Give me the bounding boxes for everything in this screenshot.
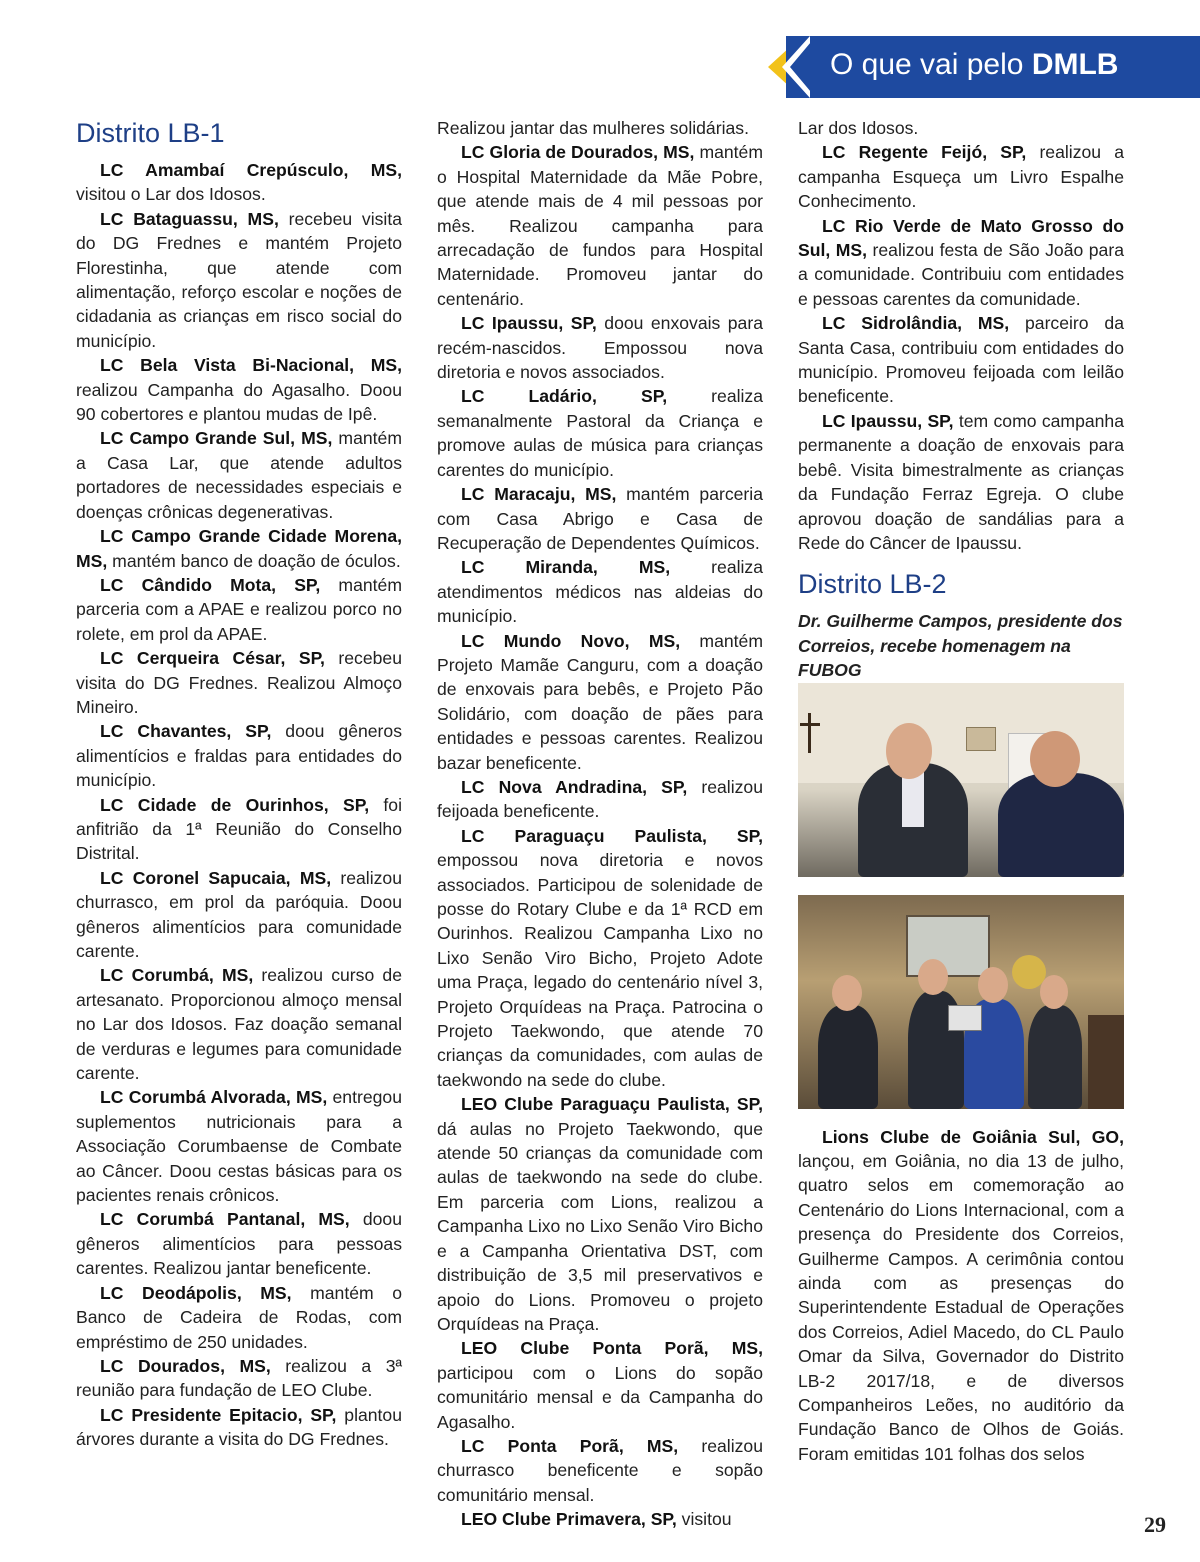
club-name: LC Bela Vista Bi-Nacional, MS,	[100, 355, 402, 376]
section-banner	[768, 36, 1200, 98]
club-entry	[76, 719, 402, 792]
club-activity: mantém parceria com Casa Abrigo e Casa de Recuperação de Dependentes Químicos.	[437, 484, 763, 553]
club-entry	[76, 1085, 402, 1207]
club-name: LC Deodápolis, MS,	[100, 1282, 292, 1303]
club-activity: empossou nova diretoria e novos associados. Participou de solenidade de posse do Rotary Clube e da 1ª RCD em Ourinhos. Realizou Campanha Lixo no Lixo Senão Viro Bicho, Projeto Adote uma Praça, legado do centenário nível 3, Projeto Orquídeas na Praça. Patrocina o Projeto Taekwondo, que atende 70 crianças da comunidades, com aulas de taekwondo na sede do clube.	[437, 850, 763, 1090]
club-activity: realizou Campanha do Agasalho. Doou 90 cobertores e plantou mudas de Ipê.	[76, 379, 402, 425]
club-entry	[76, 1207, 402, 1280]
club-entry	[437, 629, 763, 775]
club-activity: visitou o Lar dos Idosos.	[76, 184, 266, 205]
club-name: LC Cidade de Ourinhos, SP,	[100, 794, 370, 815]
club-activity: parceiro da Santa Casa, contribuiu com entidades do município. Promoveu feijoada com leilão beneficente.	[798, 313, 1124, 407]
club-name: LC Campo Grande Cidade Morena, MS,	[76, 526, 402, 571]
district-title-2: Distrito LB-2	[798, 569, 947, 600]
club-entry	[76, 353, 402, 426]
club-entry	[76, 524, 402, 573]
club-entry	[437, 140, 763, 311]
club-entry	[437, 824, 763, 1092]
club-name: LC Cerqueira César, SP,	[100, 648, 325, 669]
club-entry	[437, 1336, 763, 1434]
club-entry	[76, 158, 402, 207]
club-entry	[437, 1092, 763, 1336]
club-entry	[437, 1434, 763, 1507]
column-2	[437, 116, 763, 1532]
club-name: LC Presidente Epitacio, SP,	[100, 1404, 337, 1425]
col3-paragraphs	[798, 140, 1124, 555]
club-name: LC Dourados, MS,	[100, 1355, 271, 1376]
club-entry	[437, 384, 763, 482]
club-name: LC Corumbá Alvorada, MS,	[100, 1087, 328, 1108]
club-activity: lançou, em Goiânia, no dia 13 de julho, quatro selos em comemoração ao Centenário do Lions Internacional, com a presença do Presidente dos Correios, Guilherme Campos. A cerimônia contou ainda com as presenças do Superintendente Estadual de Operações dos Correios, Adiel Macedo, do CL Paulo Omar da Silva, Governador do Distrito LB-2 2017/18, e de diversos Companheiros Leões, no auditório da Fundação Banco de Olhos de Goiás. Foram emitidas 101 folhas dos selos	[798, 1150, 1124, 1464]
club-activity: realiza semanalmente Pastoral da Criança e promove aulas de música para crianças carentes do município.	[437, 386, 763, 480]
club-entry	[798, 140, 1124, 213]
column-1	[76, 116, 402, 1452]
col1-paragraphs	[76, 158, 402, 1452]
club-name: LC Ipaussu, SP,	[461, 313, 597, 334]
club-entry	[76, 793, 402, 866]
club-name: LC Ladário, SP,	[461, 386, 668, 407]
club-entry	[437, 555, 763, 628]
club-entry	[76, 1354, 402, 1403]
photo-caption: Dr. Guilherme Campos, presidente dos Correios, recebe homenagem na FUBOG	[798, 611, 1123, 681]
club-name: LC Amambaí Crepúsculo, MS,	[100, 160, 402, 180]
club-name: LC Paraguaçu Paulista, SP,	[461, 825, 763, 846]
page-number: 29	[1144, 1512, 1166, 1537]
club-name: LC Cândido Mota, SP,	[100, 574, 321, 595]
club-activity: foi anfitrião da 1ª Reunião do Conselho Distrital.	[76, 794, 402, 864]
club-name: LEO Clube Primavera, SP,	[461, 1509, 677, 1530]
club-entry	[76, 1281, 402, 1354]
club-entry	[437, 311, 763, 384]
club-name: LEO Clube Paraguaçu Paulista, SP,	[461, 1094, 763, 1115]
club-activity: recebeu visita do DG Frednes e mantém Projeto Florestinha, que atende com alimentação, reforço escolar e noções de cidadania as crianças em risco social do município.	[76, 208, 402, 351]
club-entry	[76, 573, 402, 646]
club-name: LC Bataguassu, MS,	[100, 208, 279, 229]
col3-lead: Lar dos Idosos.	[798, 118, 919, 138]
district-title: Distrito LB-1	[76, 118, 225, 148]
photo-homage	[798, 683, 1124, 877]
club-activity: entregou suplementos nutricionais para a Associação Corumbaense de Combate ao Câncer. Doou cestas básicas para os pacientes renais crônicos.	[76, 1087, 402, 1206]
club-activity: realizou curso de artesanato. Proporcionou almoço mensal no Lar dos Idosos. Faz doação semanal de verduras e legumes para comunidade carente.	[76, 965, 402, 1084]
club-activity: dá aulas no Projeto Taekwondo, que atende 50 crianças da comunidade com aulas de taekwondo na sede do clube. Em parceria com Lions, realizou a Campanha Lixo no Lixo Senão Viro Bicho e a Campanha Orientativa DST, com distribuição de 3,5 mil preservativos e apoio do Lions. Promoveu o projeto Orquídeas na Praça.	[437, 1118, 763, 1334]
photo-ceremony	[798, 895, 1124, 1109]
club-entry	[437, 775, 763, 824]
club-entry	[76, 1403, 402, 1452]
club-entry	[76, 646, 402, 719]
club-activity: doou gêneros alimentícios e fraldas para entidades do município.	[76, 721, 402, 791]
club-name: LC Coronel Sapucaia, MS,	[100, 867, 332, 888]
club-activity: plantou árvores durante a visita do DG Frednes.	[76, 1404, 403, 1450]
club-name: LC Rio Verde de Mato Grosso do Sul, MS,	[798, 215, 1124, 261]
banner-bold: DMLB	[1031, 48, 1119, 81]
club-activity: mantém o Hospital Maternidade da Mãe Pobre, que atende mais de 4 mil pessoas por mês. Realizou campanha para arrecadação de fundos para Hospital Maternidade. Promoveu jantar do centenário.	[437, 142, 763, 309]
club-activity: visitou	[676, 1509, 732, 1530]
club-entry	[76, 963, 402, 1085]
club-name: LC Corumbá, MS,	[100, 965, 254, 986]
col2-paragraphs	[437, 140, 763, 1531]
club-name: LC Mundo Novo, MS,	[461, 630, 681, 651]
banner-title	[830, 48, 1118, 82]
club-entry	[798, 1125, 1124, 1467]
club-name: Lions Clube de Goiânia Sul, GO,	[822, 1126, 1124, 1147]
club-entry	[76, 866, 402, 964]
club-activity: mantém parceria com a APAE e realizou porco no rolete, em prol da APAE.	[76, 574, 402, 644]
banner-prefix: O que vai pelo	[830, 48, 1024, 81]
club-activity: doou gêneros alimentícios para pessoas carentes. Realizou jantar beneficente.	[76, 1209, 402, 1279]
club-entry	[798, 214, 1124, 312]
club-activity: realizou a campanha Esqueça um Livro Espalhe Conhecimento.	[798, 142, 1124, 212]
club-activity: mantém banco de doação de óculos.	[107, 550, 401, 571]
col2-lead: Realizou jantar das mulheres solidárias.	[437, 118, 749, 138]
club-entry	[76, 207, 402, 353]
club-activity: participou com o Lions do sopão comunitário mensal e da Campanha do Agasalho.	[437, 1362, 763, 1432]
club-activity: tem como campanha permanente a doação de enxovais para bebê. Visita bimestralmente as crianças da Fundação Ferraz Egreja. O clube aprovou doação de sandálias para a Rede do Câncer de Ipaussu.	[798, 410, 1124, 553]
club-name: LC Sidrolândia, MS,	[822, 313, 1010, 334]
club-name: LC Nova Andradina, SP,	[461, 776, 688, 797]
club-activity: recebeu visita do DG Frednes. Realizou Almoço Mineiro.	[76, 648, 402, 717]
club-entry	[437, 1507, 763, 1531]
club-name: LC Campo Grande Sul, MS,	[100, 428, 333, 449]
club-name: LC Chavantes, SP,	[100, 721, 272, 742]
banner-chevron-blue	[790, 36, 816, 98]
club-activity: doou enxovais para recém-nascidos. Empossou nova diretoria e novos associados.	[437, 313, 763, 383]
club-activity: realizou a 3ª reunião para fundação de LEO Clube.	[76, 1355, 402, 1401]
column-3	[798, 116, 1124, 1466]
club-entry	[798, 409, 1124, 555]
club-entry	[437, 482, 763, 555]
club-name: LC Regente Feijó, SP,	[822, 142, 1027, 163]
club-name: LC Maracaju, MS,	[461, 484, 617, 505]
club-activity: mantém o Banco de Cadeira de Rodas, com empréstimo de 250 unidades.	[76, 1282, 402, 1352]
club-activity: mantém a Casa Lar, que atende adultos portadores de necessidades especiais e doenças crônicas degenerativas.	[76, 428, 402, 522]
club-activity: realizou churrasco, em prol da paróquia. Doou gêneros alimentícios para comunidade carente.	[76, 867, 402, 961]
club-name: LC Ipaussu, SP,	[822, 410, 954, 431]
club-name: LC Ponta Porã, MS,	[461, 1435, 679, 1456]
club-activity: realizou feijoada beneficente.	[437, 776, 763, 822]
club-entry	[798, 311, 1124, 409]
club-entry	[76, 426, 402, 524]
club-activity: realiza atendimentos médicos nas aldeias do município.	[437, 557, 763, 627]
club-name: LC Miranda, MS,	[461, 557, 671, 578]
club-name: LC Gloria de Dourados, MS,	[461, 142, 695, 163]
club-activity: realizou churrasco beneficente e sopão comunitário mensal.	[437, 1435, 763, 1505]
club-name: LC Corumbá Pantanal, MS,	[100, 1209, 350, 1230]
club-activity: realizou festa de São João para a comunidade. Contribuiu com entidades e pessoas carentes da comunidade.	[798, 240, 1124, 309]
club-name: LEO Clube Ponta Porã, MS,	[461, 1338, 763, 1359]
col3-final-paragraph	[798, 1125, 1124, 1467]
club-activity: mantém Projeto Mamãe Canguru, com a doação de enxovais para bebês, e Projeto Pão Solidário, com doação de pães para entidades e pessoas carentes. Realizou bazar beneficente.	[437, 630, 763, 773]
